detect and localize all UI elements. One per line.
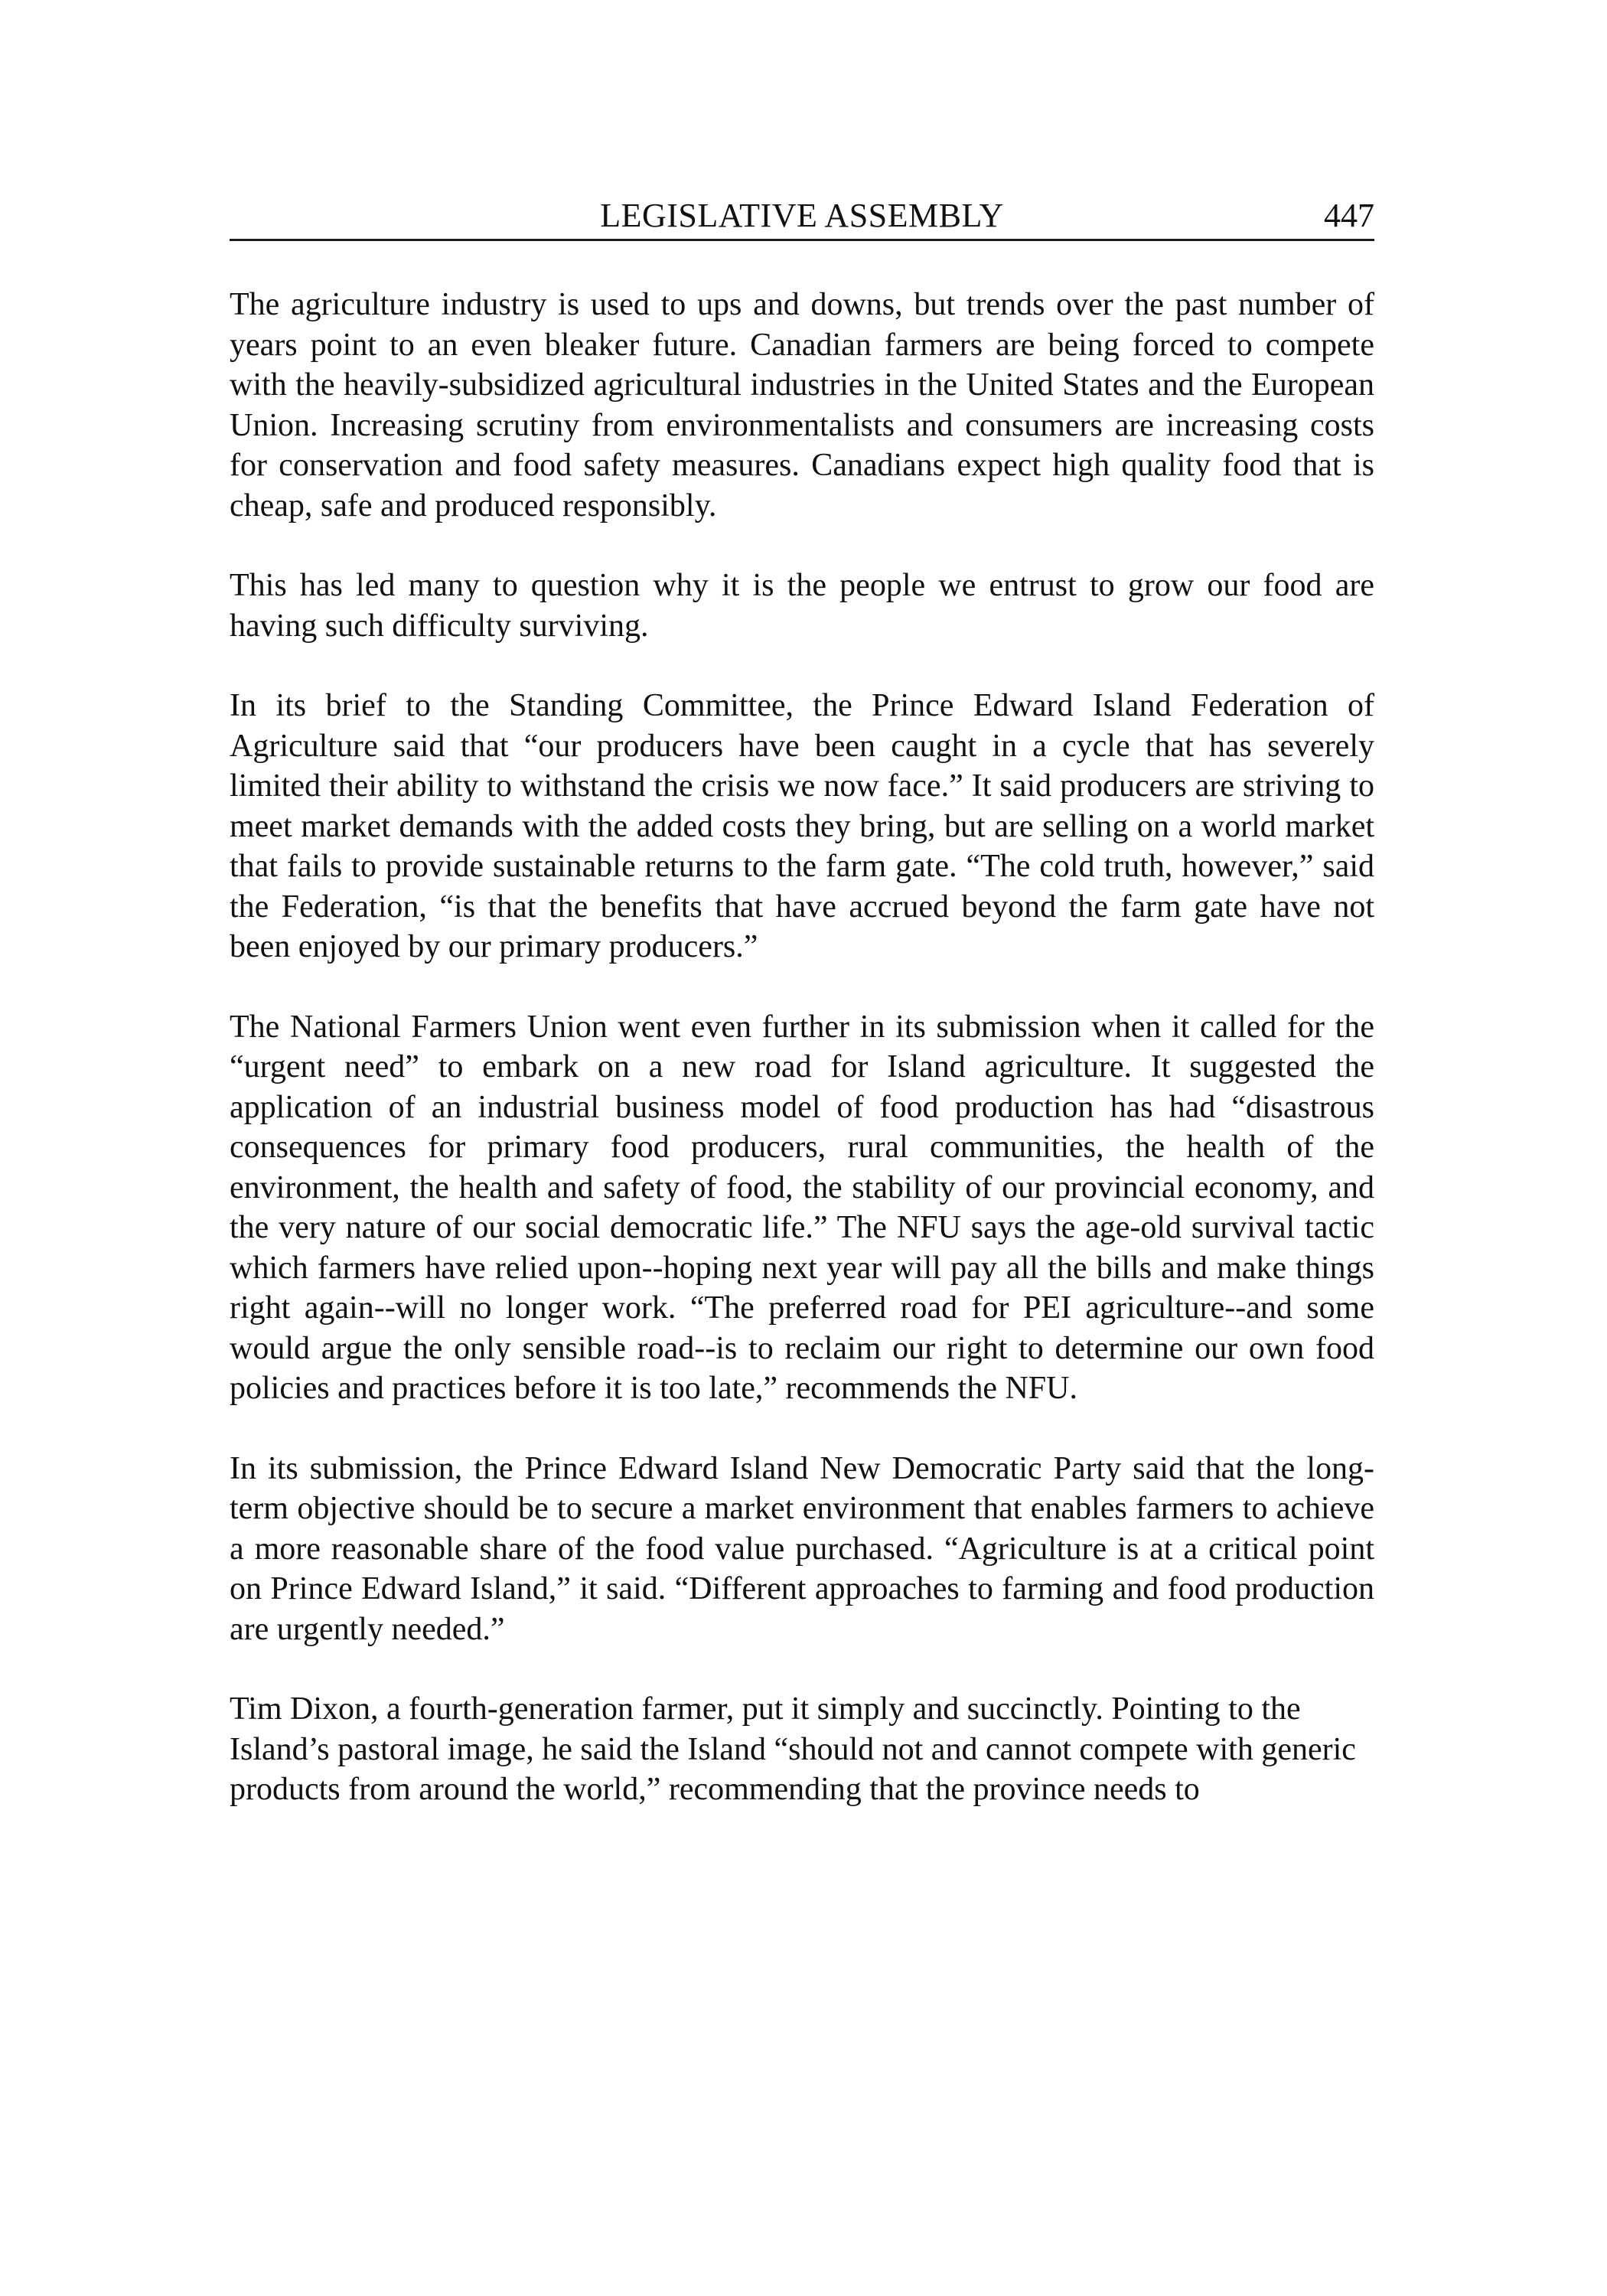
paragraph: The National Farmers Union went even further in its submission when it called for the “urgent need” to embark on a new road for Island agriculture. It suggested the application of an industrial business model of food production has had “disastrous consequences for primary food producers, rural communities, the health of the environment, the health and safety of food, the stability of our provincial economy, and the very nature of our social democratic life.” The NFU says the age-old survival tactic which farmers have relied upon--hoping next year will pay all the bills and make things right again--will no longer work. “The preferred road for PEI agriculture--and some would argue the only sensible road--is to reclaim our right to determine our own food policies and practices before it is too late,” recommends the NFU. <box>230 1009 1374 1406</box>
page-number: 447 <box>1324 197 1374 234</box>
running-title: LEGISLATIVE ASSEMBLY <box>600 197 1004 234</box>
running-header <box>230 193 1374 241</box>
paragraph: Tim Dixon, a fourth-generation farmer, put it simply and succinctly. Pointing to the Island’s pastoral image, he said the Island “should not and cannot compete with generic products from around the world,” recommending that the province needs to <box>230 1691 1356 1807</box>
paragraph: In its brief to the Standing Committee, the Prince Edward Island Federation of Agriculture said that “our producers have been caught in a cycle that has severely limited their ability to withstand the crisis we now face.” It said producers are striving to meet market demands with the added costs they bring, but are selling on a world market that fails to provide sustainable returns to the farm gate. “The cold truth, however,” said the Federation, “is that the benefits that have accrued beyond the farm gate have not been enjoyed by our primary producers.” <box>230 688 1374 964</box>
body-text <box>230 285 1374 1850</box>
paragraph: This has led many to question why it is the people we entrust to grow our food are having such difficulty surviving. <box>230 568 1374 644</box>
paragraph: In its submission, the Prince Edward Island New Democratic Party said that the long-term objective should be to secure a market environment that enables farmers to achieve a more reasonable share of the food value purchased. “Agriculture is at a critical point on Prince Edward Island,” it said. “Different approaches to farming and food production are urgently needed.” <box>230 1450 1374 1647</box>
paragraph: The agriculture industry is used to ups and downs, but trends over the past number of years point to an even bleaker future. Canadian farmers are being forced to compete with the heavily-subsidized agricultural industries in the United States and the European Union. Increasing scrutiny from environmentalists and consumers are increasing costs for conservation and food safety measures. Canadians expect high quality food that is cheap, safe and produced responsibly. <box>230 287 1374 523</box>
